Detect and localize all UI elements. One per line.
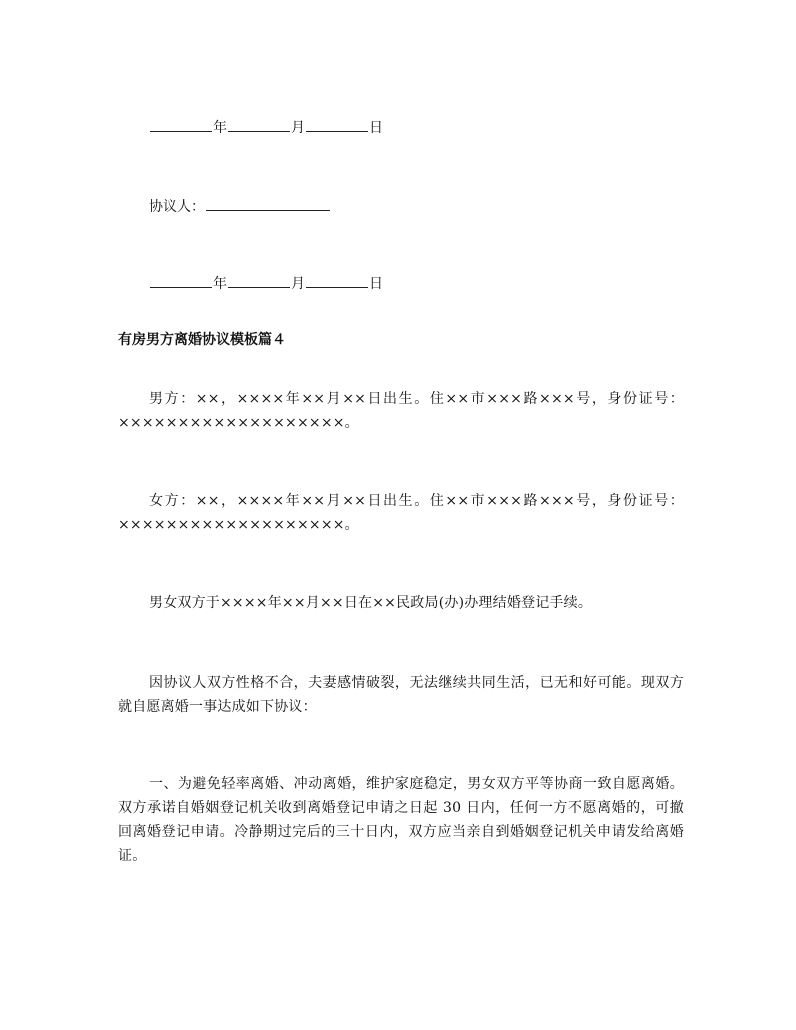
- day-label: 日: [369, 276, 383, 292]
- year-label: 年: [213, 276, 227, 292]
- month-blank: [228, 117, 290, 132]
- day-blank: [306, 273, 368, 288]
- month-label: 月: [291, 120, 305, 136]
- marriage-registration-paragraph: 男女双方于××××年××月××日在××民政局(办)办理结婚登记手续。: [149, 595, 593, 611]
- date-line-1: [118, 117, 719, 139]
- signatory-label: 协议人：: [149, 199, 205, 215]
- signatory-blank: [206, 196, 330, 211]
- clause-1-paragraph: 一、为避免轻率离婚、冲动离婚，维护家庭稳定，男女双方平等协商一致自愿离婚。双方承诺自婚姻登记机关收到离婚登记申请之日起 30 日内，任何一方不愿离婚的，可撤回离婚登记申请。冷静期过完后的三十日内，双方应当亲自到婚姻登记机关申请发给离婚证。: [118, 776, 684, 864]
- month-label: 月: [291, 276, 305, 292]
- year-label: 年: [213, 120, 227, 136]
- year-blank: [150, 117, 212, 132]
- month-blank: [228, 273, 290, 288]
- section-heading: 有房男方离婚协议模板篇４: [118, 332, 286, 348]
- day-blank: [306, 117, 368, 132]
- signatory-line: [118, 196, 719, 218]
- female-party-paragraph: 女方：××，××××年××月××日出生。住××市×××路×××号，身份证号：×××××××××××××××××××。: [118, 493, 684, 533]
- date-line-2: [118, 273, 719, 295]
- male-party-paragraph: 男方：××，××××年××月××日出生。住××市×××路×××号，身份证号：×××××××××××××××××××。: [118, 391, 684, 431]
- year-blank: [150, 273, 212, 288]
- reason-paragraph: 因协议人双方性格不合，夫妻感情破裂，无法继续共同生活，已无和好可能。现双方就自愿离婚一事达成如下协议：: [118, 675, 684, 715]
- day-label: 日: [369, 120, 383, 136]
